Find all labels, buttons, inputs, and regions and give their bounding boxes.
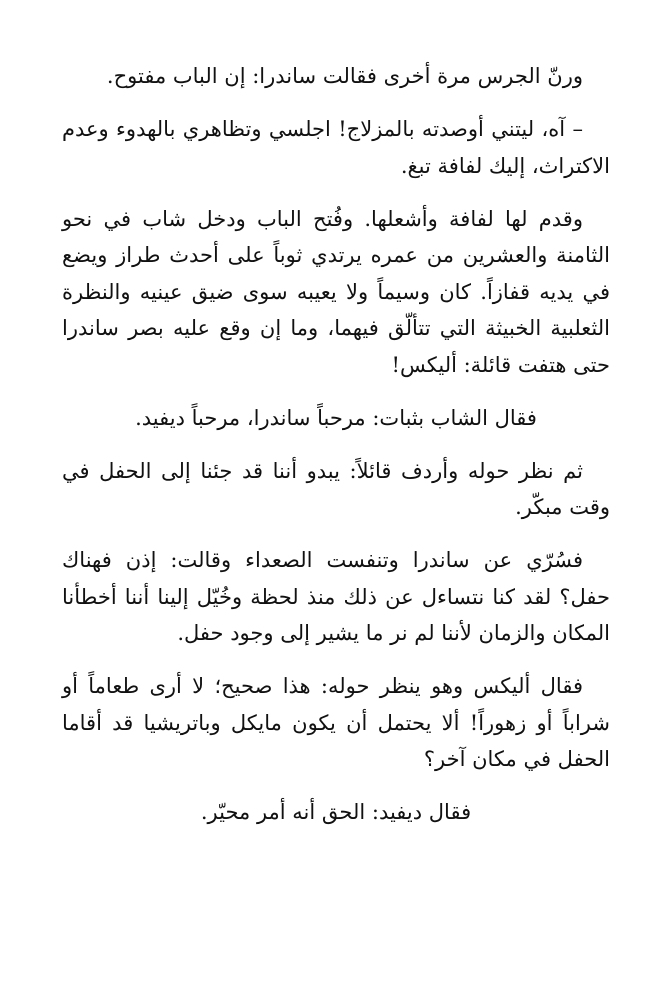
paragraph-alex-enters: وقدم لها لفافة وأشعلها. وفُتح الباب ودخل شاب في نحو الثامنة والعشرين من عمره يرتدي ثوباً على أحدث طراز ويضع في يديه قفازاً. كان وسيماً ولا يعيبه سوى ضيق عينيه والنظرة الثعلبية الخبيثة التي تتألّق فيهما، وما إن وقع عليه بصر ساندرا حتى هتفت قائلة: أليكس! — [62, 206, 610, 377]
paragraph-relief: فسُرّي عن ساندرا وتنفست الصعداء وقالت: إذن فهناك حفل؟ لقد كنا نتساءل عن ذلك منذ لحظة وخُيّل إلينا أننا أخطأنا المكان والزمان لأننا لم نر ما يشير إلى وجود حفل. — [62, 548, 610, 645]
paragraph-early: ثم نظر حوله وأردف قائلاً: يبدو أننا قد جئنا إلى الحفل في وقت مبكّر. — [62, 458, 610, 519]
paragraph-no-party: فقال أليكس وهو ينظر حوله: هذا صحيح؛ لا أرى طعاماً أو شراباً أو زهوراً! ألا يحتمل أن يكون مايكل وباتريشيا قد أقاما الحفل في مكان آخر؟ — [62, 674, 610, 771]
paragraph-latch: – آه، ليتني أوصدته بالمزلاج! اجلسي وتظاهري بالهدوء وعدم الاكتراث، إليك لفافة تبغ. — [62, 117, 610, 178]
paragraph-puzzling: فقال ديفيد: الحق أنه أمر محيّر. — [200, 800, 472, 824]
book-page — [62, 58, 610, 831]
paragraph-greeting: فقال الشاب بثبات: مرحباً ساندرا، مرحباً ديفيد. — [135, 405, 537, 430]
paragraph-doorbell: ورنّ الجرس مرة أخرى فقالت ساندرا: إن الباب مفتوح. — [106, 64, 583, 88]
